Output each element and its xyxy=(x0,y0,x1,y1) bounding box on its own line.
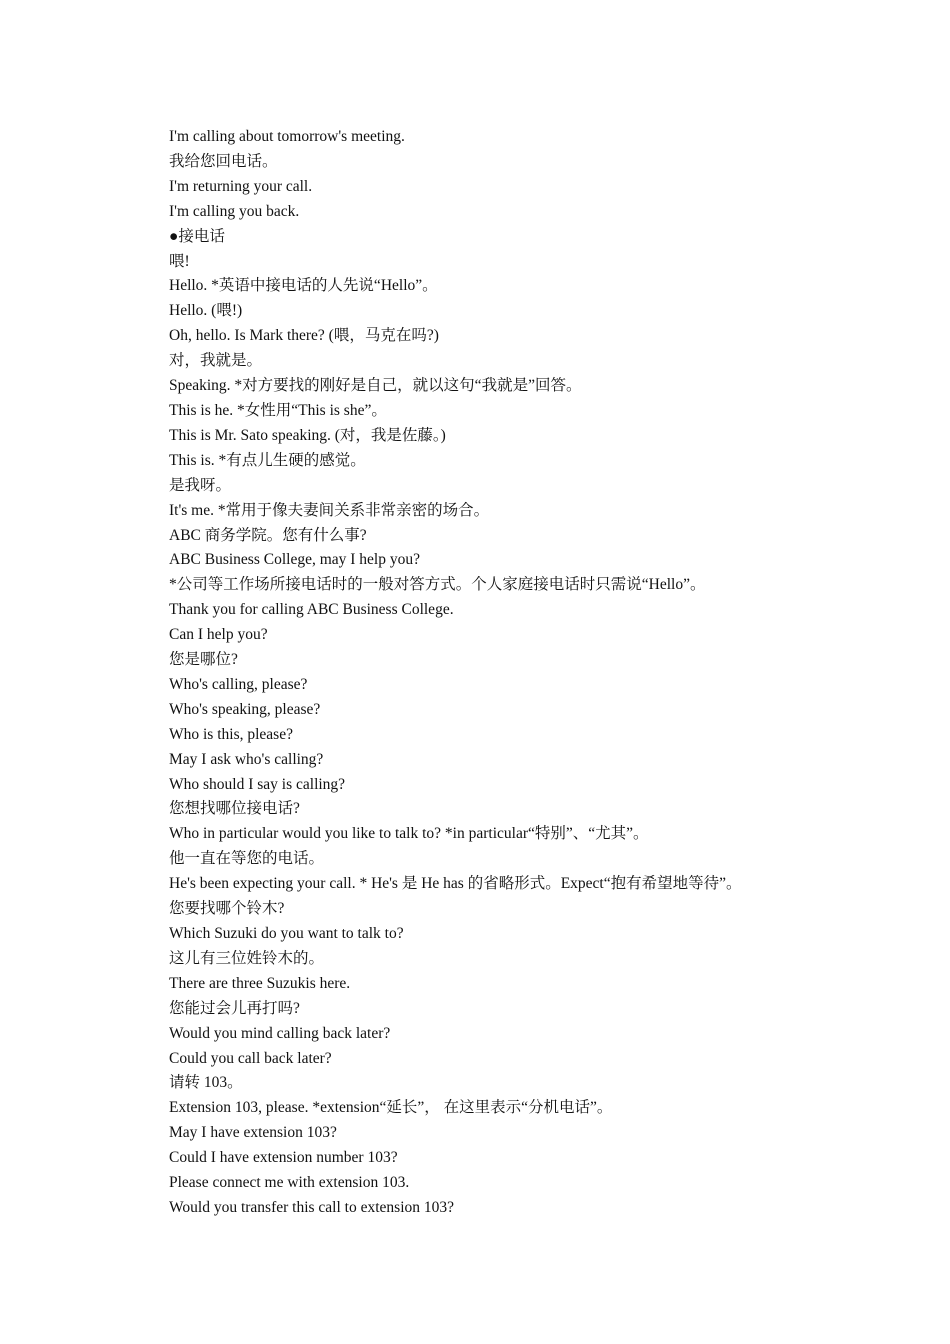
text-line: Could you call back later? xyxy=(169,1049,332,1067)
text-line: He's been expecting your call. * He's 是 He has 的省略形式。Expect“抱有希望地等待”。 xyxy=(169,875,742,893)
section-heading: ●接电话 xyxy=(169,227,225,245)
text-line: Hello. *英语中接电话的人先说“Hello”。 xyxy=(169,277,438,295)
text-line: ABC Business College, may I help you? xyxy=(169,551,420,569)
text-line: Who's calling, please? xyxy=(169,675,308,693)
text-line: 您能过会儿再打吗? xyxy=(169,999,300,1017)
text-line: 请转 103。 xyxy=(169,1074,243,1092)
text-line: Hello. (喂!) xyxy=(169,302,243,320)
text-line: Would you transfer this call to extension 103? xyxy=(169,1198,455,1216)
text-line: 您想找哪位接电话? xyxy=(169,800,300,818)
text-line: Who is this, please? xyxy=(169,725,293,743)
document-page xyxy=(169,125,869,1221)
text-line: 您要找哪个铃木? xyxy=(169,900,285,918)
text-line: This is. *有点儿生硬的感觉。 xyxy=(169,451,366,469)
text-line: 他一直在等您的电话。 xyxy=(169,850,325,868)
text-line: This is he. *女性用“This is she”。 xyxy=(169,401,387,419)
text-line: I'm returning your call. xyxy=(169,177,313,195)
text-line: Extension 103, please. *extension“延长”， 在这里表示“分机电话”。 xyxy=(169,1099,613,1117)
text-line: ABC 商务学院。您有什么事? xyxy=(169,526,367,544)
text-line: Who's speaking, please? xyxy=(169,700,321,718)
text-line: Oh, hello. Is Mark there? (喂，马克在吗?) xyxy=(169,327,439,345)
text-line: 对，我就是。 xyxy=(169,352,263,370)
text-line: 喂! xyxy=(169,252,190,270)
text-line: Who should I say is calling? xyxy=(169,775,346,793)
text-line: Which Suzuki do you want to talk to? xyxy=(169,925,404,942)
text-line: 我给您回电话。 xyxy=(169,152,278,170)
text-line: 这儿有三位姓铃木的。 xyxy=(169,949,325,967)
text-line: It's me. *常用于像夫妻间关系非常亲密的场合。 xyxy=(169,501,490,519)
text-line: There are three Suzukis here. xyxy=(169,974,351,992)
text-line: Could I have extension number 103? xyxy=(169,1149,398,1167)
text-line: I'm calling about tomorrow's meeting. xyxy=(169,128,405,145)
text-line: Thank you for calling ABC Business College. xyxy=(169,601,454,619)
text-line: Who in particular would you like to talk to? *in particular“特别”、“尤其”。 xyxy=(169,825,649,843)
text-line: This is Mr. Sato speaking. (对，我是佐藤。) xyxy=(169,426,446,444)
text-line: 您是哪位? xyxy=(169,651,238,669)
text-line: I'm calling you back. xyxy=(169,202,300,220)
text-line: Would you mind calling back later? xyxy=(169,1024,391,1042)
text-line: Please connect me with extension 103. xyxy=(169,1174,410,1192)
text-line: Can I help you? xyxy=(169,626,268,644)
text-line: *公司等工作场所接电话时的一般对答方式。个人家庭接电话时只需说“Hello”。 xyxy=(169,576,706,594)
text-line: Speaking. *对方要找的刚好是自己，就以这句“我就是”回答。 xyxy=(169,377,582,395)
text-line: May I have extension 103? xyxy=(169,1124,337,1142)
text-line: May I ask who's calling? xyxy=(169,750,324,768)
text-line: 是我呀。 xyxy=(169,476,232,494)
